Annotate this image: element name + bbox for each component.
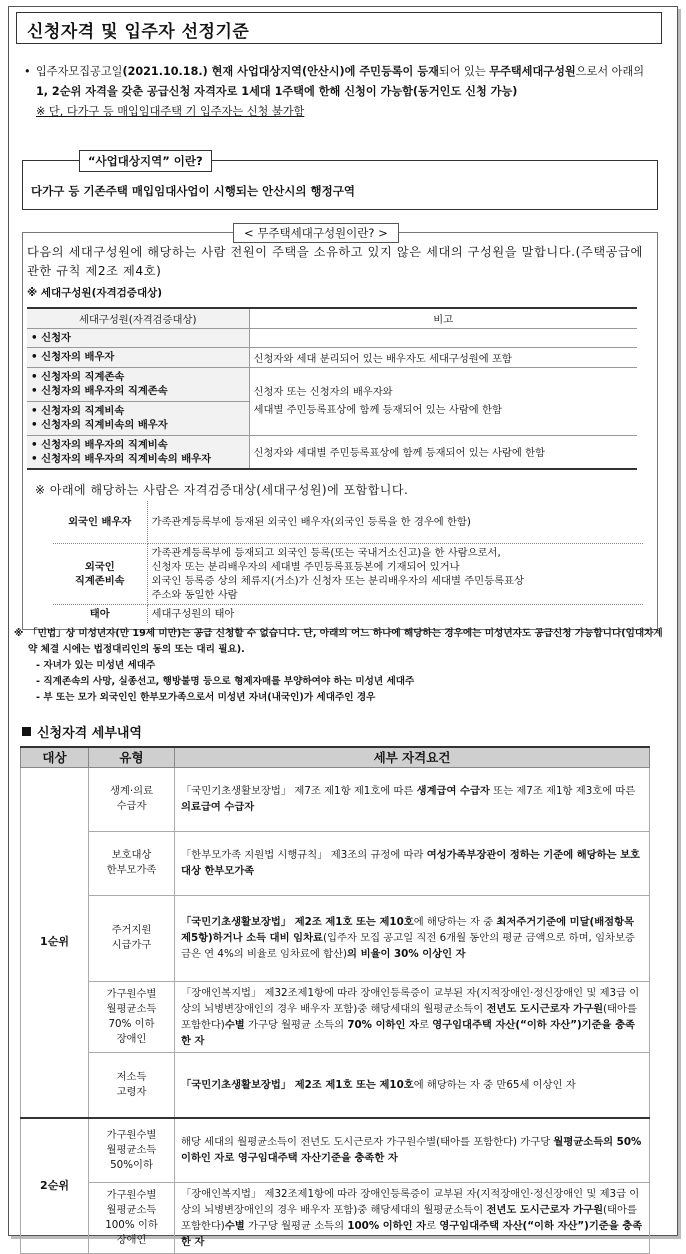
table-row bbox=[21, 1182, 650, 1253]
table-row bbox=[53, 543, 643, 604]
remark-cell bbox=[249, 328, 637, 347]
column-header: 세대구성원(자격검증대상) bbox=[27, 308, 249, 328]
member-cell: • 신청자의 직계존속 • 신청자의 배우자의 직계존속 bbox=[27, 367, 249, 401]
foreign-member-note: ※ 아래에 해당하는 사람은 자격검증대상(세대구성원)에 포함합니다. bbox=[35, 483, 409, 497]
column-header: 대상 bbox=[21, 747, 89, 767]
table-row bbox=[21, 831, 650, 895]
foreign-label: 외국인 배우자 bbox=[53, 501, 147, 543]
household-member-desc: 다음의 세대구성원에 해당하는 사람 전원이 주택을 소유하고 있지 않은 세대의 구성원을 말합니다.(주택공급에 관한 규칙 제2조 제4호) bbox=[27, 245, 643, 278]
table-row bbox=[21, 1052, 650, 1118]
column-header: 유형 bbox=[89, 747, 175, 767]
priority-cell: 1순위 bbox=[21, 767, 89, 1118]
table-row bbox=[21, 895, 650, 981]
type-cell: 생계·의료 수급자 bbox=[89, 767, 175, 831]
eligibility-detail-table bbox=[20, 746, 650, 1254]
desc-cell: 「장애인복지법」 제32조제1항에 따라 장애인등록증이 교부된 자(지적장애인·정신장애인 및 제3급 이상의 뇌병변장애인의 경우 배우자 포함)중 해당세대의 월평균소득이 전년도 도시근로자 가구원(태아를 포함한다)수별 가구당 월평균 소득의 100% 이하인 자로 영구임대주택 자산(“이하 자산”)기준을 충족한 자 bbox=[175, 1182, 650, 1253]
foreign-text: 가족관계등록부에 등재된 외국인 배우자(외국인 등록을 한 경우에 한함) bbox=[147, 501, 643, 543]
type-cell: 가구원수별 월평균소득 100% 이하 장애인 bbox=[89, 1182, 175, 1253]
remark-cell: 신청자와 세대별 주민등록표상에 함께 등재되어 있는 사람에 한함 bbox=[249, 435, 637, 469]
foreign-label: 태아 bbox=[53, 604, 147, 623]
desc-cell: 「국민기초생활보장법」 제2조 제1호 또는 제10호에 해당하는 자 중 최저주거기준에 미달(배점항목 제5항)하거나 소득 대비 임차료(입주자 모집 공고일 직전 6개월 동안의 평균 금액으로 하며, 임차보증금은 연 4%의 비율로 임차료에 합산)의 비율이 30% 이상인 자 bbox=[175, 895, 650, 981]
type-cell: 보호대상 한부모가족 bbox=[89, 831, 175, 895]
table-row bbox=[53, 604, 643, 623]
member-cell: • 신청자 bbox=[27, 328, 249, 347]
type-cell: 주거지원 시급가구 bbox=[89, 895, 175, 981]
desc-cell: 「국민기초생활보장법」 제2조 제1호 또는 제10호에 해당하는 자 중 만65세 이상인 자 bbox=[175, 1052, 650, 1118]
member-cell: • 신청자의 배우자 bbox=[27, 347, 249, 367]
remark-cell: 신청자 또는 신청자의 배우자와 세대별 주민등록표상에 함께 등재되어 있는 사람에 한함 bbox=[249, 367, 637, 435]
table-row bbox=[27, 328, 637, 347]
type-cell: 가구원수별 월평균소득 70% 이하 장애인 bbox=[89, 981, 175, 1052]
desc-cell: 「국민기초생활보장법」 제7조 제1항 제1호에 따른 생계급여 수급자 또는 제7조 제1항 제3호에 따른 의료급여 수급자 bbox=[175, 767, 650, 831]
type-cell: 가구원수별 월평균소득 50%이하 bbox=[89, 1118, 175, 1182]
member-cell: • 신청자의 배우자의 직계비속 • 신청자의 배우자의 직계비속의 배우자 bbox=[27, 435, 249, 469]
square-bullet-icon bbox=[22, 727, 31, 736]
foreign-label: 외국인 직계존비속 bbox=[53, 543, 147, 604]
column-header: 세부 자격요건 bbox=[175, 747, 650, 767]
household-member-table bbox=[27, 307, 637, 470]
type-cell: 저소득 고령자 bbox=[89, 1052, 175, 1118]
household-member-subheading: ※ 세대구성원(자격검증대상) bbox=[27, 287, 163, 299]
area-definition-box bbox=[22, 154, 658, 210]
household-member-tab: < 무주택세대구성원이란? > bbox=[233, 223, 399, 243]
desc-cell: 해당 세대의 월평균소득이 전년도 도시근로자 가구원수별(태아를 포함한다) 가구당 월평균소득의 50% 이하인 자로 영구임대주택 자산기준을 충족한 자 bbox=[175, 1118, 650, 1182]
section-heading: 신청자격 세부내역 bbox=[22, 722, 142, 741]
desc-cell: 「한부모가족 지원법 시행규칙」 제3조의 규정에 따라 여성가족부장관이 정하는 기준에 해당하는 보호대상 한부모가족 bbox=[175, 831, 650, 895]
minor-notice: ※ 「민법」상 미성년자(만 19세 미만)는 공급 신청할 수 없습니다. 단, 아래의 어느 하나에 해당하는 경우에는 미성년자도 공급신청 가능합니다(임대차계약 체결 시에는 법정대리인의 동의 또는 대리 필요). - 자녀가 있는 미성년 세대주 - 직계존속의 사망, 실종선고, 행방불명 등으로 형제자매를 부양하여야 하는 미성년 세대주 - 부 또는 모가 외국인인 한부모가족으로서 미성년 자녀(내국인)가 세대주인 경우 bbox=[14, 628, 663, 703]
desc-cell: 「장애인복지법」 제32조제1항에 따라 장애인등록증이 교부된 자(지적장애인·정신장애인 및 제3급 이상의 뇌병변장애인의 경우 배우자 포함)중 해당세대의 월평균소득이 전년도 도시근로자 가구원(태아를 포함한다)수별 가구당 월평균 소득의 70% 이하인 자로 영구임대주택 자산(“이하 자산”)기준을 충족한 자 bbox=[175, 981, 650, 1052]
table-row bbox=[21, 981, 650, 1052]
table-header-row bbox=[21, 747, 650, 767]
table-row bbox=[21, 767, 650, 831]
bullet: • bbox=[24, 65, 31, 78]
foreign-text: 가족관계등록부에 등재되고 외국인 등록(또는 국내거소신고)을 한 사람으로서, 신청자 또는 분리배우자의 세대별 주민등록표등본에 기재되어 있거나 외국인 등록증 상의 체류지(거소)가 신청자 또는 분리배우자의 세대별 주민등록표상 주소와 동일한 사람 bbox=[147, 543, 643, 604]
area-definition-tab: “사업대상지역” 이란? bbox=[79, 150, 212, 172]
household-member-box bbox=[22, 226, 658, 630]
intro-note: ※ 단, 다가구 등 매입임대주택 기 입주자는 신청 불가함 bbox=[36, 105, 305, 118]
table-header-row bbox=[27, 308, 637, 328]
page-title: 신청자격 및 입주자 선정기준 bbox=[16, 12, 662, 44]
table-row bbox=[53, 501, 643, 543]
foreign-member-table bbox=[53, 501, 643, 623]
intro-text: 입주자모집공고일(2021.10.18.) 현재 사업대상지역(안산시)에 주민등록이 등재되어 있는 무주택세대구성원으로서 아래의 1, 2순위 자격을 갖춘 공급신청 자격자로 1세대 1주택에 한해 신청이 가능함(동거인도 신청 가능) bbox=[36, 65, 645, 98]
foreign-text: 세대구성원의 태아 bbox=[151, 607, 235, 620]
table-row bbox=[27, 347, 637, 367]
remark-cell: 신청자와 세대 분리되어 있는 배우자도 세대구성원에 포함 bbox=[249, 347, 637, 367]
table-row bbox=[27, 435, 637, 469]
table-row bbox=[27, 367, 637, 401]
area-definition-text: 다가구 등 기존주택 매입임대사업이 시행되는 안산시의 행정구역 bbox=[31, 184, 355, 198]
intro-paragraph bbox=[24, 62, 654, 122]
priority-cell: 2순위 bbox=[21, 1118, 89, 1253]
table-row bbox=[21, 1118, 650, 1182]
member-cell: • 신청자의 직계비속 • 신청자의 직계비속의 배우자 bbox=[27, 401, 249, 435]
column-header: 비고 bbox=[249, 308, 637, 328]
